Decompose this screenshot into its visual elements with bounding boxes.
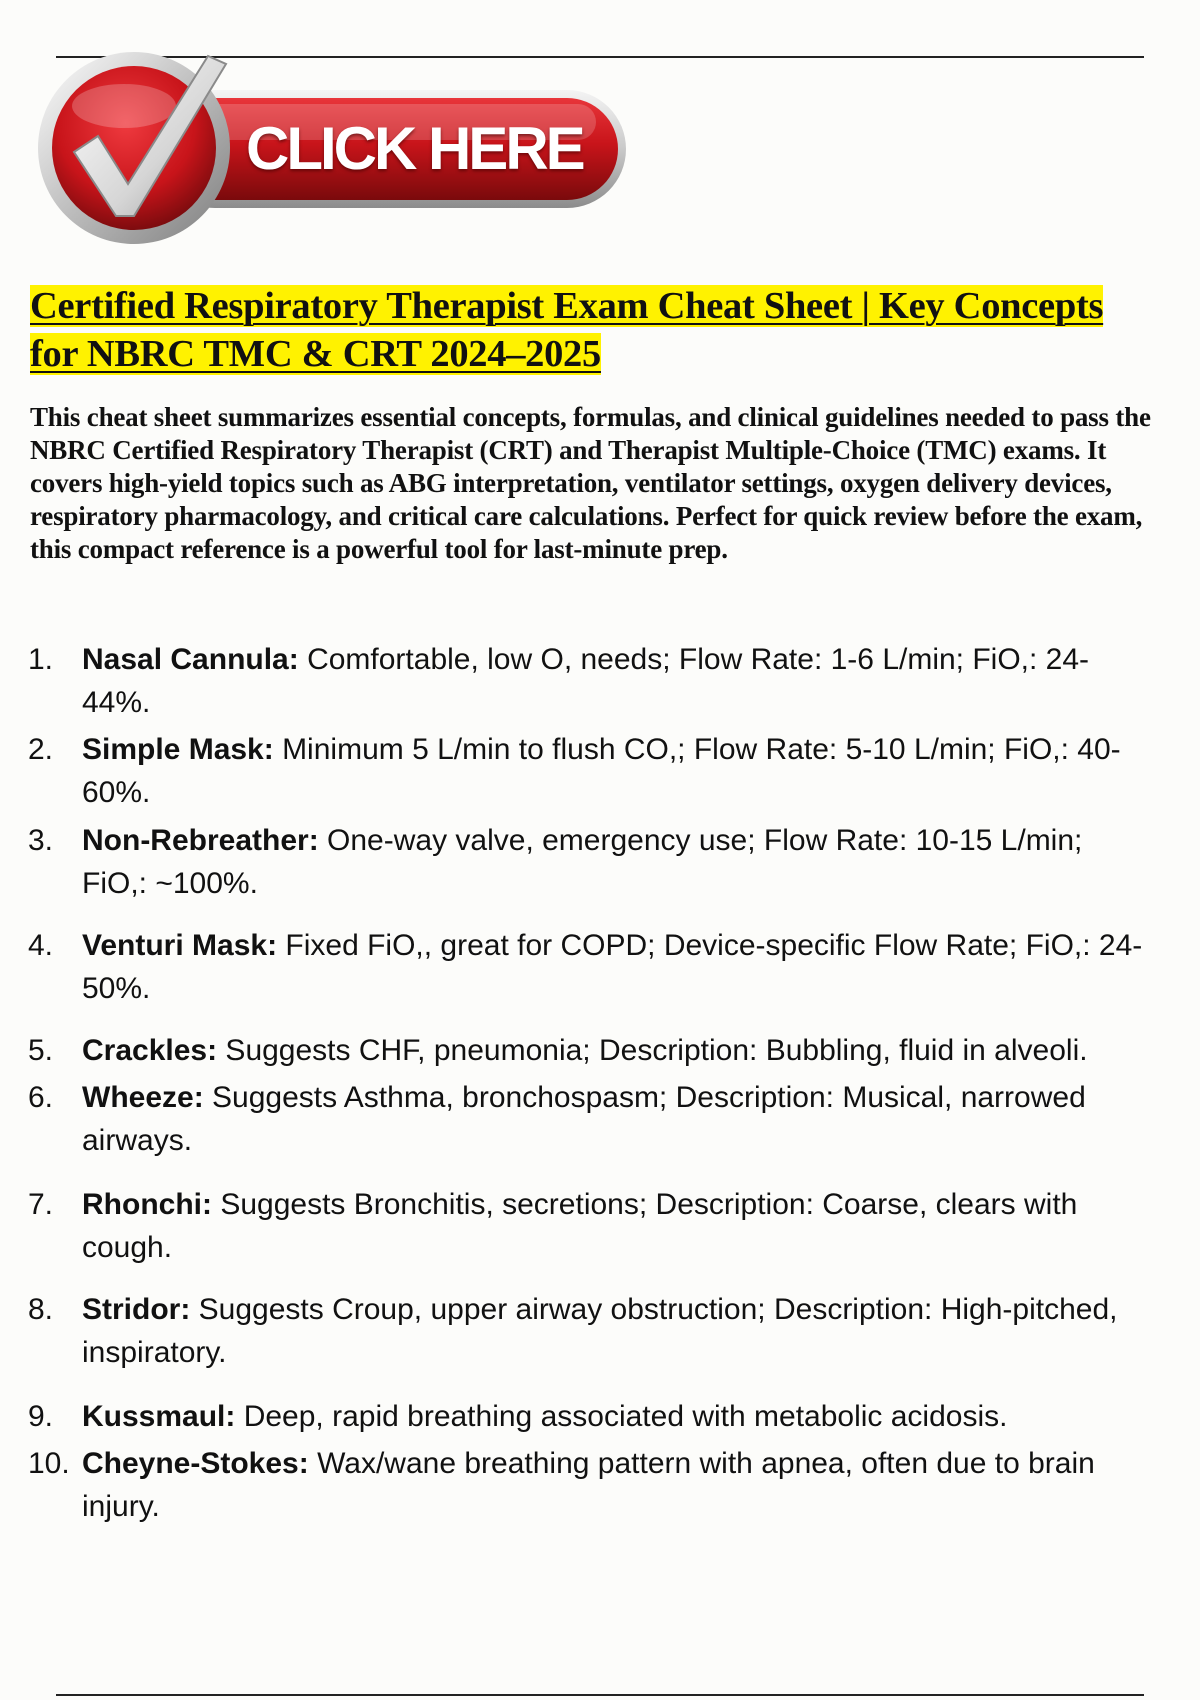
- item-number: 8.: [28, 1293, 54, 1326]
- item-term: Stridor:: [82, 1293, 191, 1326]
- item-term: Nasal Cannula:: [82, 643, 299, 676]
- item-text: Suggests Croup, upper airway obstruction; Description: High-pitched,: [190, 1293, 1118, 1326]
- item-number: 6.: [28, 1081, 54, 1114]
- item-number: 7.: [28, 1188, 54, 1221]
- item-body: [82, 1029, 1200, 1072]
- item-term: Venturi Mask:: [82, 929, 278, 962]
- item-term: Rhonchi:: [82, 1188, 212, 1221]
- item-number: 3.: [28, 824, 54, 857]
- item-text-continued: 60%.: [82, 776, 151, 809]
- item-number: 5.: [28, 1034, 54, 1067]
- item-term: Kussmaul:: [82, 1400, 236, 1433]
- intro-line: This cheat sheet summarizes essential concepts, formulas, and clinical guidelines needed to pass the: [30, 402, 1151, 432]
- item-term: Simple Mask:: [82, 733, 274, 766]
- item-number: 9.: [28, 1400, 54, 1433]
- item-body: [82, 1395, 1200, 1438]
- bottom-divider: [56, 1694, 1144, 1696]
- item-text: Fixed FiO,, great for COPD; Device-specific Flow Rate; FiO,: 24-: [277, 929, 1143, 962]
- item-text: Suggests CHF, pneumonia; Description: Bubbling, fluid in alveoli.: [217, 1034, 1088, 1067]
- item-body: [82, 728, 1200, 814]
- item-text-continued: inspiratory.: [82, 1336, 227, 1369]
- intro-line: NBRC Certified Respiratory Therapist (CRT) and Therapist Multiple-Choice (TMC) exams. It: [30, 435, 1107, 465]
- item-body: [82, 1288, 1200, 1374]
- item-body: [82, 638, 1200, 724]
- item-number: 10.: [28, 1447, 70, 1480]
- item-text: Suggests Asthma, bronchospasm; Description: Musical, narrowed: [203, 1081, 1086, 1114]
- item-term: Crackles:: [82, 1034, 218, 1067]
- intro-line: this compact reference is a powerful tool for last-minute prep.: [30, 534, 728, 564]
- intro-paragraph: [30, 401, 1200, 566]
- item-term: Non-Rebreather:: [82, 824, 319, 857]
- item-text-continued: 44%.: [82, 686, 151, 719]
- item-body: [82, 1076, 1200, 1162]
- click-here-label: CLICK HERE: [246, 115, 583, 182]
- item-text-continued: cough.: [82, 1231, 173, 1264]
- item-text: One-way valve, emergency use; Flow Rate: 10-15 L/min;: [318, 824, 1083, 857]
- item-text: Suggests Bronchitis, secretions; Description: Coarse, clears with: [211, 1188, 1078, 1221]
- item-term: Cheyne-Stokes:: [82, 1447, 309, 1480]
- item-text-continued: 50%.: [82, 972, 151, 1005]
- item-text: Deep, rapid breathing associated with metabolic acidosis.: [235, 1400, 1008, 1433]
- intro-line: covers high-yield topics such as ABG interpretation, ventilator settings, oxygen delivery devices,: [30, 468, 1112, 498]
- item-term: Wheeze:: [82, 1081, 204, 1114]
- item-body: [82, 1442, 1200, 1528]
- item-text-continued: airways.: [82, 1124, 193, 1157]
- item-body: [82, 1183, 1200, 1269]
- item-number: 1.: [28, 643, 54, 676]
- title-line-2: for NBRC TMC & CRT 2024–2025: [30, 333, 601, 375]
- item-text-continued: injury.: [82, 1490, 160, 1523]
- item-number: 4.: [28, 929, 54, 962]
- title-line-1: Certified Respiratory Therapist Exam Cheat Sheet | Key Concepts: [30, 285, 1104, 327]
- item-number: 2.: [28, 733, 54, 766]
- item-text: Wax/wane breathing pattern with apnea, often due to brain: [308, 1447, 1095, 1480]
- intro-line: respiratory pharmacology, and critical care calculations. Perfect for quick review before the exam,: [30, 501, 1143, 531]
- item-body: [82, 924, 1200, 1010]
- item-text: Minimum 5 L/min to flush CO,; Flow Rate: 5-10 L/min; FiO,: 40-: [273, 733, 1121, 766]
- item-body: [82, 819, 1200, 905]
- item-text: Comfortable, low O, needs; Flow Rate: 1-6 L/min; FiO,: 24-: [298, 643, 1090, 676]
- item-text-continued: FiO,: ~100%.: [82, 867, 258, 900]
